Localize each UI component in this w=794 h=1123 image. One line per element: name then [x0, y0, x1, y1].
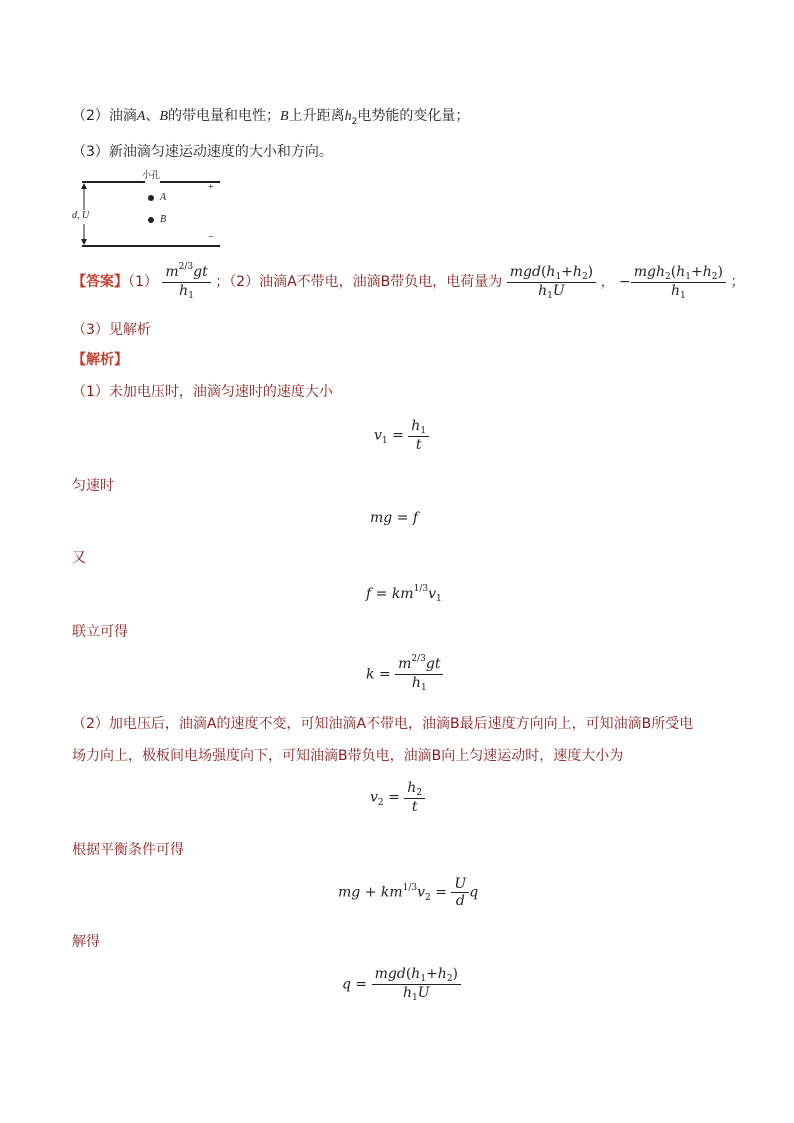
q2-mid: 的带电量和电性；	[168, 108, 281, 124]
capacitor-diagram	[70, 168, 230, 252]
droplet-a	[148, 195, 154, 201]
q2-rest: 上升距离	[288, 108, 345, 124]
formula-k: k = $\frac{m^{2/3}gt}{h_1}$	[366, 656, 443, 693]
arrow-up-icon	[81, 183, 87, 189]
answer-p2: （2）油滴A不带电，油滴B带负电，电荷量为	[229, 274, 503, 290]
answer-p3: （3）见解析	[72, 322, 151, 338]
analysis-s2: 匀速时	[72, 478, 114, 494]
question-2	[72, 106, 469, 132]
formula-mg: mg = f	[370, 510, 419, 526]
analysis-s6: 根据平衡条件可得	[72, 842, 184, 858]
formula-v1: $v_1$ = $\frac{h_1}{t}$	[374, 418, 429, 453]
minus-sign: −	[208, 232, 214, 243]
analysis-s4: 联立可得	[72, 624, 128, 640]
analysis-s1: （1）未加电压时，油滴匀速时的速度大小	[72, 384, 333, 400]
answer-line: 【答案】（1） $\frac{m^{2/3}gt}{h_1}$ ；（2）油滴A不带电，油滴B带负电，电荷量为 $\frac{mgd(h_1+h_2)}{h_1U}$ ， − $\frac{mgh_2(h_1+h_2)}{h_1}$ ；	[72, 261, 745, 301]
q2-b: B	[159, 109, 169, 124]
label-b: B	[160, 214, 167, 225]
answer-semi2: ；	[730, 274, 745, 290]
arrow-down-icon	[81, 239, 87, 245]
label-a: A	[160, 192, 167, 203]
analysis-s7: 解得	[72, 934, 100, 950]
q2-prefix: （2）油滴	[72, 108, 137, 124]
answer-formula-3: $\frac{mgh_2(h_1+h_2)}{h_1}$	[631, 264, 726, 301]
plus-sign: +	[208, 182, 214, 193]
answer-comma: ，	[600, 274, 615, 290]
label-du: d, U	[72, 210, 90, 221]
hole-label: 小孔	[142, 171, 161, 181]
analysis-bracket: 【解析】	[72, 352, 128, 368]
droplet-b	[148, 217, 154, 223]
answer-p1: （1）	[128, 274, 158, 290]
q2-sep: 、	[145, 108, 160, 124]
q2-h-sub: 2	[351, 116, 358, 127]
answer-formula-2: $\frac{mgd(h_1+h_2)}{h_1U}$	[507, 264, 596, 301]
analysis-s3: 又	[72, 550, 86, 566]
formula-f: $f = km^{1/3}v_1$	[366, 584, 442, 604]
answer-formula-1: $\frac{m^{2/3}gt}{h_1}$	[162, 264, 210, 301]
formula-balance: mg + $km^{1/3}v_2$ = $\frac{U}{d}$ q	[338, 876, 479, 909]
q2-a: A	[136, 109, 146, 124]
q2-b2: B	[280, 109, 289, 124]
answer-bracket: 【答案】	[72, 274, 128, 290]
q2-h: h	[344, 109, 352, 124]
formula-q: q = $\frac{mgd(h_1+h_2)}{h_1U}$	[342, 966, 461, 1003]
analysis-s5b: 场力向上，极板间电场强度向下，可知油滴B带负电，油滴B向上匀速运动时，速度大小为	[72, 748, 624, 764]
question-3: （3）新油滴匀速运动速度的大小和方向。	[72, 144, 333, 160]
analysis-s5a: （2）加电压后，油滴A的速度不变，可知油滴A不带电，油滴B最后速度方向向上，可知油滴B所受电	[72, 716, 694, 732]
formula-v2: $v_2$ = $\frac{h_2}{t}$	[370, 780, 425, 815]
answer-semi1: ；	[215, 274, 230, 290]
q2-tail: 电势能的变化量；	[357, 108, 470, 124]
